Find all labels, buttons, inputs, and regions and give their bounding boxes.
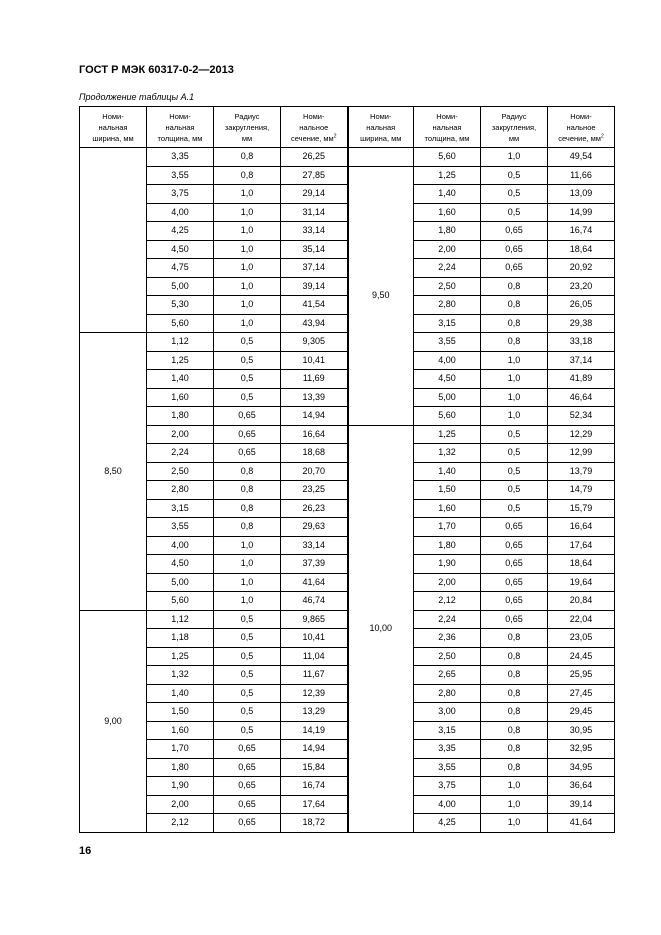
left-thickness-cell: 5,60 bbox=[147, 314, 214, 333]
right-thickness-cell: 2,00 bbox=[414, 240, 481, 259]
left-radius-cell: 0,5 bbox=[214, 666, 281, 685]
right-radius-cell: 0,5 bbox=[481, 444, 548, 463]
left-section-cell: 18,68 bbox=[281, 444, 348, 463]
left-thickness-cell: 4,50 bbox=[147, 555, 214, 574]
right-radius-cell: 0,65 bbox=[481, 592, 548, 611]
left-thickness-cell: 1,40 bbox=[147, 370, 214, 389]
left-radius-cell: 1,0 bbox=[214, 277, 281, 296]
left-section-cell: 13,29 bbox=[281, 703, 348, 722]
left-radius-cell: 0,5 bbox=[214, 647, 281, 666]
table-row bbox=[80, 240, 615, 259]
right-radius-cell: 1,0 bbox=[481, 777, 548, 796]
left-thickness-cell: 3,15 bbox=[147, 499, 214, 518]
right-thickness-cell: 4,50 bbox=[414, 370, 481, 389]
left-section-cell: 27,85 bbox=[281, 166, 348, 185]
right-radius-cell: 0,8 bbox=[481, 277, 548, 296]
right-thickness-cell: 2,00 bbox=[414, 573, 481, 592]
right-section-cell: 49,54 bbox=[548, 148, 615, 167]
right-width-cell bbox=[348, 148, 414, 167]
left-radius-cell: 1,0 bbox=[214, 314, 281, 333]
left-radius-cell: 1,0 bbox=[214, 203, 281, 222]
right-thickness-cell: 1,60 bbox=[414, 203, 481, 222]
right-radius-cell: 0,8 bbox=[481, 758, 548, 777]
left-thickness-cell: 1,25 bbox=[147, 351, 214, 370]
left-radius-cell: 0,8 bbox=[214, 481, 281, 500]
right-radius-cell: 0,5 bbox=[481, 425, 548, 444]
left-radius-cell: 1,0 bbox=[214, 573, 281, 592]
left-section-cell: 33,14 bbox=[281, 536, 348, 555]
right-radius-cell: 1,0 bbox=[481, 388, 548, 407]
left-radius-cell: 1,0 bbox=[214, 296, 281, 315]
left-thickness-cell: 2,50 bbox=[147, 462, 214, 481]
right-section-cell: 13,09 bbox=[548, 185, 615, 204]
right-thickness-cell: 1,90 bbox=[414, 555, 481, 574]
left-thickness-cell: 4,00 bbox=[147, 536, 214, 555]
left-radius-cell: 0,5 bbox=[214, 629, 281, 648]
right-thickness-cell: 2,24 bbox=[414, 259, 481, 278]
table-row bbox=[80, 555, 615, 574]
right-section-cell: 14,99 bbox=[548, 203, 615, 222]
right-thickness-cell: 2,50 bbox=[414, 277, 481, 296]
left-radius-cell: 0,5 bbox=[214, 370, 281, 389]
right-radius-cell: 0,8 bbox=[481, 333, 548, 352]
table-row bbox=[80, 314, 615, 333]
left-thickness-cell: 1,25 bbox=[147, 647, 214, 666]
left-thickness-cell: 3,75 bbox=[147, 185, 214, 204]
left-thickness-cell: 5,00 bbox=[147, 573, 214, 592]
right-section-cell: 41,64 bbox=[548, 814, 615, 833]
left-radius-cell: 0,65 bbox=[214, 814, 281, 833]
table-row bbox=[80, 666, 615, 685]
right-section-cell: 13,79 bbox=[548, 462, 615, 481]
right-thickness-cell: 3,75 bbox=[414, 777, 481, 796]
right-radius-cell: 0,5 bbox=[481, 499, 548, 518]
left-section-cell: 11,04 bbox=[281, 647, 348, 666]
right-section-cell: 14,79 bbox=[548, 481, 615, 500]
right-section-cell: 11,66 bbox=[548, 166, 615, 185]
table-row bbox=[80, 536, 615, 555]
right-thickness-cell: 1,32 bbox=[414, 444, 481, 463]
right-thickness-cell: 1,40 bbox=[414, 462, 481, 481]
right-radius-cell: 0,65 bbox=[481, 610, 548, 629]
left-radius-cell: 0,5 bbox=[214, 388, 281, 407]
left-section-cell: 41,64 bbox=[281, 573, 348, 592]
left-section-cell: 37,39 bbox=[281, 555, 348, 574]
table-row bbox=[80, 444, 615, 463]
left-thickness-cell: 5,60 bbox=[147, 592, 214, 611]
left-radius-cell: 1,0 bbox=[214, 592, 281, 611]
right-section-cell: 20,92 bbox=[548, 259, 615, 278]
left-section-cell: 14,94 bbox=[281, 740, 348, 759]
right-section-cell: 52,34 bbox=[548, 407, 615, 426]
right-section-cell: 33,18 bbox=[548, 333, 615, 352]
left-section-cell: 9,305 bbox=[281, 333, 348, 352]
left-section-cell: 10,41 bbox=[281, 629, 348, 648]
left-thickness-cell: 2,24 bbox=[147, 444, 214, 463]
right-radius-cell: 0,65 bbox=[481, 240, 548, 259]
right-section-cell: 12,29 bbox=[548, 425, 615, 444]
table-row bbox=[80, 296, 615, 315]
right-radius-cell: 0,8 bbox=[481, 629, 548, 648]
left-thickness-cell: 5,00 bbox=[147, 277, 214, 296]
right-thickness-cell: 2,24 bbox=[414, 610, 481, 629]
left-thickness-cell: 1,12 bbox=[147, 610, 214, 629]
left-section-cell: 41,54 bbox=[281, 296, 348, 315]
right-radius-cell: 0,5 bbox=[481, 481, 548, 500]
table-row bbox=[80, 592, 615, 611]
left-section-cell: 26,25 bbox=[281, 148, 348, 167]
right-radius-cell: 0,65 bbox=[481, 536, 548, 555]
left-section-cell: 26,23 bbox=[281, 499, 348, 518]
right-radius-cell: 0,8 bbox=[481, 703, 548, 722]
left-radius-cell: 0,8 bbox=[214, 148, 281, 167]
right-radius-cell: 0,8 bbox=[481, 740, 548, 759]
right-section-cell: 23,05 bbox=[548, 629, 615, 648]
dimensions-table bbox=[79, 106, 615, 833]
right-radius-cell: 1,0 bbox=[481, 351, 548, 370]
right-section-cell: 26,05 bbox=[548, 296, 615, 315]
table-row bbox=[80, 518, 615, 537]
left-section-cell: 29,14 bbox=[281, 185, 348, 204]
right-radius-cell: 0,8 bbox=[481, 647, 548, 666]
table-row bbox=[80, 259, 615, 278]
left-radius-cell: 0,65 bbox=[214, 425, 281, 444]
left-section-cell: 10,41 bbox=[281, 351, 348, 370]
left-section-cell: 20,70 bbox=[281, 462, 348, 481]
right-section-cell: 16,74 bbox=[548, 222, 615, 241]
table-row bbox=[80, 185, 615, 204]
right-thickness-cell: 4,25 bbox=[414, 814, 481, 833]
table-row bbox=[80, 703, 615, 722]
table-row bbox=[80, 647, 615, 666]
left-radius-cell: 0,5 bbox=[214, 351, 281, 370]
table-row bbox=[80, 499, 615, 518]
right-thickness-cell: 3,55 bbox=[414, 758, 481, 777]
header-row bbox=[80, 107, 615, 148]
left-thickness-cell: 1,60 bbox=[147, 721, 214, 740]
left-thickness-cell: 4,00 bbox=[147, 203, 214, 222]
right-thickness-cell: 1,50 bbox=[414, 481, 481, 500]
right-thickness-cell: 1,25 bbox=[414, 425, 481, 444]
left-section-cell: 11,67 bbox=[281, 666, 348, 685]
right-section-cell: 22,04 bbox=[548, 610, 615, 629]
right-thickness-cell: 2,12 bbox=[414, 592, 481, 611]
left-radius-cell: 0,65 bbox=[214, 444, 281, 463]
table-row bbox=[80, 573, 615, 592]
left-width-cell: 8,50 bbox=[80, 333, 147, 611]
left-section-cell: 37,14 bbox=[281, 259, 348, 278]
left-radius-cell: 0,5 bbox=[214, 703, 281, 722]
right-section-cell: 30,95 bbox=[548, 721, 615, 740]
right-radius-cell: 1,0 bbox=[481, 814, 548, 833]
right-section-cell: 19,64 bbox=[548, 573, 615, 592]
header-left-section: Номи- нальное сечение, $мм^2$ bbox=[281, 107, 348, 148]
left-thickness-cell: 1,18 bbox=[147, 629, 214, 648]
left-thickness-cell: 4,50 bbox=[147, 240, 214, 259]
left-section-cell: 31,14 bbox=[281, 203, 348, 222]
right-thickness-cell: 3,35 bbox=[414, 740, 481, 759]
right-radius-cell: 0,8 bbox=[481, 666, 548, 685]
table-row bbox=[80, 166, 615, 185]
right-radius-cell: 0,65 bbox=[481, 259, 548, 278]
table-row bbox=[80, 351, 615, 370]
right-section-cell: 32,95 bbox=[548, 740, 615, 759]
left-thickness-cell: 1,60 bbox=[147, 388, 214, 407]
left-section-cell: 16,74 bbox=[281, 777, 348, 796]
right-section-cell: 46,64 bbox=[548, 388, 615, 407]
table-row bbox=[80, 610, 615, 629]
left-section-cell: 17,64 bbox=[281, 795, 348, 814]
table-row bbox=[80, 777, 615, 796]
left-thickness-cell: 1,70 bbox=[147, 740, 214, 759]
table-row bbox=[80, 629, 615, 648]
left-thickness-cell: 1,40 bbox=[147, 684, 214, 703]
right-section-cell: 15,79 bbox=[548, 499, 615, 518]
left-section-cell: 43,94 bbox=[281, 314, 348, 333]
left-thickness-cell: 1,12 bbox=[147, 333, 214, 352]
right-radius-cell: 0,5 bbox=[481, 462, 548, 481]
left-section-cell: 16,64 bbox=[281, 425, 348, 444]
left-radius-cell: 1,0 bbox=[214, 185, 281, 204]
table-row bbox=[80, 814, 615, 833]
table-row bbox=[80, 462, 615, 481]
left-section-cell: 33,14 bbox=[281, 222, 348, 241]
left-section-cell: 9,865 bbox=[281, 610, 348, 629]
left-radius-cell: 0,65 bbox=[214, 777, 281, 796]
table-caption: Продолжение таблицы А.1 bbox=[79, 92, 195, 102]
table-row bbox=[80, 148, 615, 167]
right-section-cell: 16,64 bbox=[548, 518, 615, 537]
left-thickness-cell: 2,12 bbox=[147, 814, 214, 833]
right-thickness-cell: 3,00 bbox=[414, 703, 481, 722]
left-radius-cell: 1,0 bbox=[214, 536, 281, 555]
table-row bbox=[80, 684, 615, 703]
left-section-cell: 13,39 bbox=[281, 388, 348, 407]
left-radius-cell: 1,0 bbox=[214, 259, 281, 278]
left-section-cell: 18,72 bbox=[281, 814, 348, 833]
right-radius-cell: 0,65 bbox=[481, 555, 548, 574]
table-row bbox=[80, 277, 615, 296]
left-radius-cell: 0,65 bbox=[214, 407, 281, 426]
left-thickness-cell: 3,35 bbox=[147, 148, 214, 167]
left-thickness-cell: 4,75 bbox=[147, 259, 214, 278]
right-thickness-cell: 5,00 bbox=[414, 388, 481, 407]
right-thickness-cell: 3,15 bbox=[414, 721, 481, 740]
right-thickness-cell: 2,50 bbox=[414, 647, 481, 666]
right-radius-cell: 1,0 bbox=[481, 795, 548, 814]
table-row bbox=[80, 407, 615, 426]
right-radius-cell: 0,8 bbox=[481, 721, 548, 740]
right-thickness-cell: 3,15 bbox=[414, 314, 481, 333]
left-section-cell: 46,74 bbox=[281, 592, 348, 611]
right-radius-cell: 0,65 bbox=[481, 573, 548, 592]
left-radius-cell: 0,5 bbox=[214, 333, 281, 352]
right-width-cell: 9,50 bbox=[348, 166, 414, 425]
right-radius-cell: 1,0 bbox=[481, 407, 548, 426]
left-radius-cell: 0,8 bbox=[214, 518, 281, 537]
document-title: ГОСТ Р МЭК 60317-0-2—2013 bbox=[79, 64, 234, 76]
table-row bbox=[80, 721, 615, 740]
right-radius-cell: 1,0 bbox=[481, 370, 548, 389]
left-thickness-cell: 1,32 bbox=[147, 666, 214, 685]
left-thickness-cell: 2,00 bbox=[147, 795, 214, 814]
right-radius-cell: 0,8 bbox=[481, 684, 548, 703]
left-radius-cell: 0,65 bbox=[214, 758, 281, 777]
left-radius-cell: 0,8 bbox=[214, 462, 281, 481]
right-width-cell: 10,00 bbox=[348, 425, 414, 832]
table-row bbox=[80, 370, 615, 389]
right-thickness-cell: 1,60 bbox=[414, 499, 481, 518]
right-thickness-cell: 2,36 bbox=[414, 629, 481, 648]
table-row bbox=[80, 203, 615, 222]
left-thickness-cell: 1,90 bbox=[147, 777, 214, 796]
right-thickness-cell: 5,60 bbox=[414, 407, 481, 426]
left-radius-cell: 0,8 bbox=[214, 499, 281, 518]
right-thickness-cell: 2,80 bbox=[414, 684, 481, 703]
right-section-cell: 27,45 bbox=[548, 684, 615, 703]
left-thickness-cell: 3,55 bbox=[147, 166, 214, 185]
right-thickness-cell: 2,80 bbox=[414, 296, 481, 315]
left-radius-cell: 1,0 bbox=[214, 240, 281, 259]
right-section-cell: 18,64 bbox=[548, 555, 615, 574]
left-section-cell: 14,94 bbox=[281, 407, 348, 426]
right-radius-cell: 0,65 bbox=[481, 518, 548, 537]
right-radius-cell: 0,5 bbox=[481, 185, 548, 204]
right-section-cell: 41,89 bbox=[548, 370, 615, 389]
left-section-cell: 23,25 bbox=[281, 481, 348, 500]
right-thickness-cell: 2,65 bbox=[414, 666, 481, 685]
left-radius-cell: 0,65 bbox=[214, 740, 281, 759]
left-section-cell: 29,63 bbox=[281, 518, 348, 537]
left-section-cell: 15,84 bbox=[281, 758, 348, 777]
left-section-cell: 39,14 bbox=[281, 277, 348, 296]
right-radius-cell: 1,0 bbox=[481, 148, 548, 167]
right-thickness-cell: 1,80 bbox=[414, 536, 481, 555]
table-row bbox=[80, 481, 615, 500]
left-thickness-cell: 1,50 bbox=[147, 703, 214, 722]
left-radius-cell: 0,5 bbox=[214, 684, 281, 703]
right-radius-cell: 0,5 bbox=[481, 203, 548, 222]
right-section-cell: 25,95 bbox=[548, 666, 615, 685]
page-number: 16 bbox=[79, 845, 92, 857]
right-section-cell: 29,45 bbox=[548, 703, 615, 722]
right-thickness-cell: 1,40 bbox=[414, 185, 481, 204]
left-thickness-cell: 1,80 bbox=[147, 407, 214, 426]
right-section-cell: 36,64 bbox=[548, 777, 615, 796]
right-section-cell: 17,64 bbox=[548, 536, 615, 555]
right-radius-cell: 0,8 bbox=[481, 314, 548, 333]
header-right-section: Номи- нальное сечение, $мм^2$ bbox=[548, 107, 615, 148]
left-thickness-cell: 1,80 bbox=[147, 758, 214, 777]
left-radius-cell: 1,0 bbox=[214, 555, 281, 574]
right-thickness-cell: 4,00 bbox=[414, 351, 481, 370]
left-section-cell: 14,19 bbox=[281, 721, 348, 740]
header-right-width: Номи- нальная ширина, мм bbox=[348, 107, 414, 148]
table-row bbox=[80, 425, 615, 444]
left-thickness-cell: 4,25 bbox=[147, 222, 214, 241]
left-width-cell bbox=[80, 148, 147, 333]
right-section-cell: 20,84 bbox=[548, 592, 615, 611]
header-left-thickness: Номи- нальная толщина, мм bbox=[147, 107, 214, 148]
right-section-cell: 12,99 bbox=[548, 444, 615, 463]
right-section-cell: 24,45 bbox=[548, 647, 615, 666]
left-radius-cell: 0,5 bbox=[214, 610, 281, 629]
right-radius-cell: 0,5 bbox=[481, 166, 548, 185]
left-thickness-cell: 2,00 bbox=[147, 425, 214, 444]
right-thickness-cell: 1,80 bbox=[414, 222, 481, 241]
right-section-cell: 29,38 bbox=[548, 314, 615, 333]
table-row bbox=[80, 758, 615, 777]
left-section-cell: 11,69 bbox=[281, 370, 348, 389]
left-thickness-cell: 2,80 bbox=[147, 481, 214, 500]
left-width-cell: 9,00 bbox=[80, 610, 147, 832]
left-thickness-cell: 3,55 bbox=[147, 518, 214, 537]
table-row bbox=[80, 333, 615, 352]
right-section-cell: 23,20 bbox=[548, 277, 615, 296]
right-radius-cell: 0,8 bbox=[481, 296, 548, 315]
left-radius-cell: 0,5 bbox=[214, 721, 281, 740]
left-thickness-cell: 5,30 bbox=[147, 296, 214, 315]
left-radius-cell: 1,0 bbox=[214, 222, 281, 241]
right-thickness-cell: 4,00 bbox=[414, 795, 481, 814]
header-right-radius: Радиус закругления, мм bbox=[481, 107, 548, 148]
right-section-cell: 18,64 bbox=[548, 240, 615, 259]
right-section-cell: 37,14 bbox=[548, 351, 615, 370]
table-row bbox=[80, 222, 615, 241]
right-radius-cell: 0,65 bbox=[481, 222, 548, 241]
header-left-width: Номи- нальная ширина, мм bbox=[80, 107, 147, 148]
left-radius-cell: 0,8 bbox=[214, 166, 281, 185]
table-row bbox=[80, 740, 615, 759]
right-thickness-cell: 5,60 bbox=[414, 148, 481, 167]
right-thickness-cell: 1,70 bbox=[414, 518, 481, 537]
left-radius-cell: 0,65 bbox=[214, 795, 281, 814]
header-left-radius: Радиус закругления, мм bbox=[214, 107, 281, 148]
table-row bbox=[80, 388, 615, 407]
right-thickness-cell: 1,25 bbox=[414, 166, 481, 185]
left-section-cell: 35,14 bbox=[281, 240, 348, 259]
header-right-thickness: Номи- нальная толщина, мм bbox=[414, 107, 481, 148]
right-thickness-cell: 3,55 bbox=[414, 333, 481, 352]
left-section-cell: 12,39 bbox=[281, 684, 348, 703]
right-section-cell: 34,95 bbox=[548, 758, 615, 777]
table-row bbox=[80, 795, 615, 814]
right-section-cell: 39,14 bbox=[548, 795, 615, 814]
